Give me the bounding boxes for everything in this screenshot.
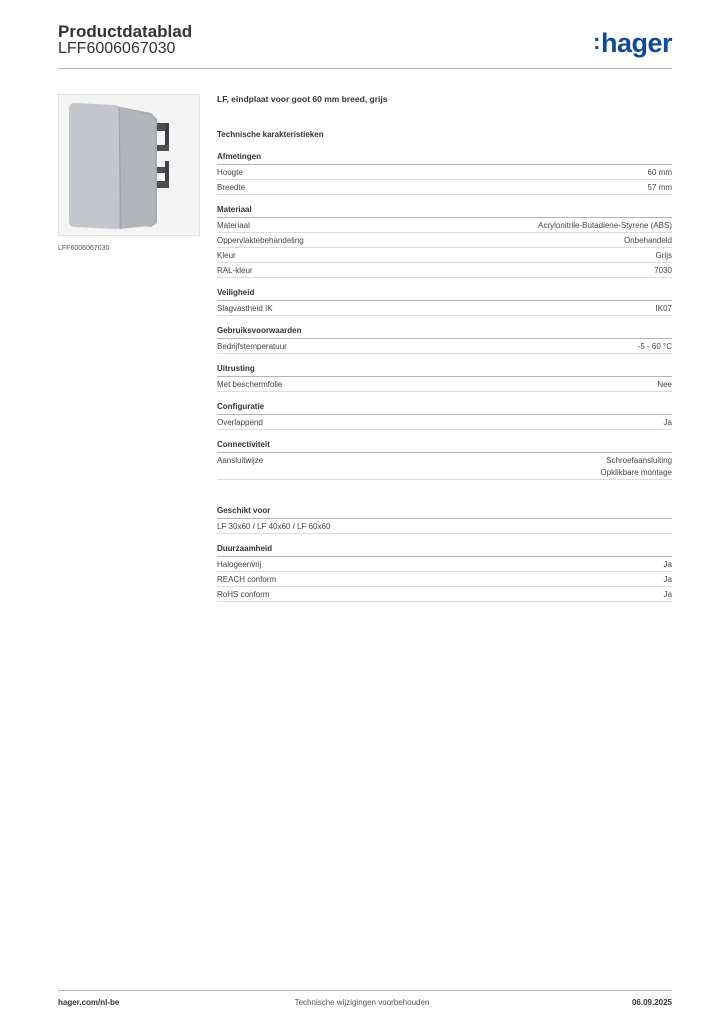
section-connectiviteit [217,440,672,480]
spec-label: Halogeenvrij [217,560,262,569]
section-geschikt-voor [217,506,672,534]
spec-label: Met beschermfolie [217,380,283,389]
product-code: LFF6006067030 [58,40,176,57]
section-title: Materiaal [217,205,672,218]
spec-value: Ja [663,560,672,569]
spec-value: -5 - 60 °C [637,342,672,351]
section-veiligheid [217,288,672,316]
spec-row [217,339,672,354]
characteristics-heading: Technische karakteristieken [217,130,324,139]
spec-row [217,248,672,263]
footer-website-link[interactable]: hager.com/nl-be [58,998,120,1007]
section-title: Veiligheid [217,288,672,301]
spec-value: IK07 [655,304,672,313]
image-caption: LFF6006067030 [58,245,110,252]
spec-label: RoHS conform [217,590,270,599]
spec-value: Onbehandeld [623,236,672,245]
spec-label: Overlappend [217,418,263,427]
spacer [217,490,672,506]
product-image [58,94,200,236]
section-materiaal [217,205,672,278]
spec-label: Slagvastheid IK [217,304,273,313]
spec-row [217,377,672,392]
section-configuratie [217,402,672,430]
spec-row [217,233,672,248]
spec-row [217,587,672,602]
spec-row [217,453,672,480]
spec-label: Bedrijfstemperatuur [217,342,287,351]
spec-label: Hoogte [217,168,243,177]
spec-label: RAL-kleur [217,266,253,275]
section-title: Connectiviteit [217,440,672,453]
spec-row [217,180,672,195]
section-title: Duurzaamheid [217,544,672,557]
spec-value: Ja [663,575,672,584]
hager-logo [593,27,672,58]
spec-row [217,301,672,316]
spec-value [600,455,672,479]
spec-row [217,519,672,534]
spec-label: Oppervlaktebehandeling [217,236,304,245]
product-title: LF, eindplaat voor goot 60 mm breed, grijs [217,94,388,104]
spec-value: Grijs [655,251,672,260]
footer-divider [58,990,672,991]
section-title: Configuratie [217,402,672,415]
spec-value-line: Schroefaansluiting [606,456,672,465]
logo-text: hager [600,28,672,58]
spec-label: LF 30x60 / LF 40x60 / LF 60x60 [217,522,331,531]
section-gebruiksvoorwaarden [217,326,672,354]
spec-row [217,218,672,233]
spec-label: Materiaal [217,221,250,230]
section-uitrusting [217,364,672,392]
section-title: Afmetingen [217,152,672,165]
spec-label: Aansluitwijze [217,456,264,465]
spec-label: Kleur [217,251,236,260]
spec-row [217,415,672,430]
spec-label: Breedte [217,183,246,192]
spec-content [217,94,672,612]
section-title: Geschikt voor [217,506,672,519]
spec-value: 7030 [654,266,672,275]
spec-row [217,557,672,572]
spec-value: 57 mm [647,183,672,192]
header-divider [58,68,672,69]
spec-value-line: Opklikbare montage [600,468,672,477]
section-duurzaamheid [217,544,672,602]
section-title: Uitrusting [217,364,672,377]
end-plate-illustration [59,95,199,235]
spec-label: REACH conform [217,575,277,584]
spec-row [217,263,672,278]
spec-row [217,572,672,587]
page-title: Productdatablad [58,22,193,41]
spec-value: Ja [663,418,672,427]
section-title: Gebruiksvoorwaarden [217,326,672,339]
footer-date: 06.09.2025 [631,998,672,1007]
footer-notice: Technische wijzigingen voorbehouden [294,998,430,1007]
section-afmetingen [217,152,672,195]
spec-value: 60 mm [647,168,672,177]
logo-colon: : [593,29,600,54]
spec-value: Acrylonitrile-Butadiene-Styrene (ABS) [538,221,672,230]
spec-value: Ja [663,590,672,599]
spec-value: Nee [657,380,672,389]
spec-row [217,165,672,180]
